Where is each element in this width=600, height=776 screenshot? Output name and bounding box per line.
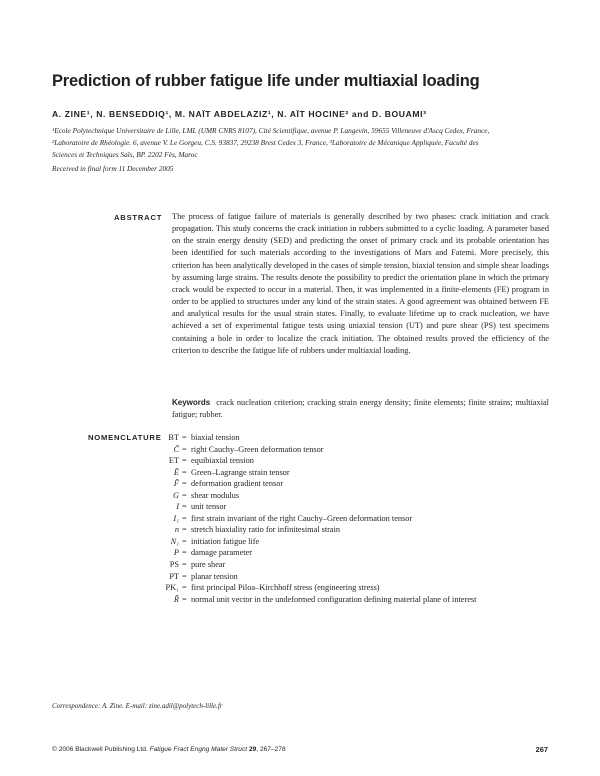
affiliations (52, 125, 552, 162)
nomenclature-equals: = (182, 594, 187, 604)
nomenclature-definition: shear modulus (191, 490, 240, 500)
nomenclature-equals: = (182, 456, 187, 466)
nomenclature-equals: = (182, 467, 187, 477)
nomenclature-equals: = (182, 444, 187, 454)
nomenclature-definition: stretch biaxiality ratio for infinitesimal strain (191, 525, 341, 535)
page-number: 267 (535, 745, 548, 754)
keywords-label: Keywords (172, 398, 211, 407)
nomenclature-definition: biaxial tension (191, 433, 240, 442)
nomenclature-definition: first principal Piloa–Kirchhoff stress (engineering stress) (191, 583, 380, 593)
nomenclature-entry (100, 536, 560, 548)
nomenclature-equals: = (182, 571, 187, 581)
footer-copyright: © 2006 Blackwell Publishing Ltd. (52, 746, 148, 753)
nomenclature-symbol: P (173, 548, 179, 558)
nomenclature-equals: = (182, 560, 187, 570)
nomenclature-symbol: PK₁ (165, 583, 179, 593)
nomenclature-symbol: Ẽ (173, 467, 179, 477)
nomenclature-symbol: PS (169, 560, 179, 570)
nomenclature-definition: right Cauchy–Green deformation tensor (191, 444, 324, 454)
nomenclature-symbol: BT (168, 433, 179, 442)
keywords-text: crack nucleation criterion; cracking strain energy density; finite elements; finite strains; multiaxial fatigue; rubber. (172, 398, 549, 420)
nomenclature-symbol: F̃ (173, 479, 179, 489)
nomenclature-symbol: C̃ (173, 444, 179, 454)
nomenclature-equals: = (182, 490, 187, 500)
nomenclature-entry (100, 467, 560, 479)
correspondence-note: Correspondence: A. Zine. E-mail: zine.adil@polytech-lille.fr (52, 702, 223, 710)
author-list: A. ZINE¹, N. BENSEDDIQ¹, M. NAÏT ABDELAZIZ¹, N. AÏT HOCINE² and D. BOUAMI³ (52, 109, 427, 119)
nomenclature-symbol: I₁ (173, 513, 179, 523)
nomenclature-list (100, 432, 560, 617)
nomenclature-equals: = (182, 548, 187, 558)
nomenclature-entry (100, 571, 560, 583)
nomenclature-equals: = (182, 479, 187, 489)
affiliation-line-1: ¹Ecole Polytechnique Universitaire de Lille, LML (UMR CNRS 8107), Cité Scientifique, avenue P. Langevin, 59655 Villeneuve d'Ascq Cedex, France, (52, 126, 490, 135)
nomenclature-definition: equibiaxial tension (191, 456, 254, 466)
nomenclature-entry (100, 455, 560, 467)
nomenclature-definition: normal unit vector in the undeformed configuration defining material plane of interest (191, 594, 477, 604)
nomenclature-equals: = (182, 536, 187, 546)
nomenclature-entry (100, 582, 560, 594)
nomenclature-entry (100, 594, 560, 617)
nomenclature-definition: planar tension (191, 571, 238, 581)
nomenclature-definition: damage parameter (191, 548, 253, 558)
nomenclature-entry (100, 432, 560, 444)
nomenclature-definition: pure shear (191, 560, 226, 570)
footer-volume: 29 (248, 746, 257, 753)
footer-pages: , 267–278 (256, 746, 286, 753)
nomenclature-symbol: ET (168, 456, 179, 466)
paper-title: Prediction of rubber fatigue life under multiaxial loading (52, 72, 480, 90)
nomenclature-equals: = (182, 433, 187, 442)
abstract-text: The process of fatigue failure of materials is generally described by two phases: crack initiation and crack propagation. This study concerns the crack initiation in rubbers submitted to a cyclic loading. A parameter based on the strain energy density (SED) and predicting the onset of primary crack and its probable orientation has been identified for such materials according to the investigations of Mars and Fatemi. More precisely, this criterion has been analytically developed in the cases of simple tension, biaxial tension and simple shear loadings by assuming large strains. The results denote the possibility to predict the orientation plane in which the primary crack would be expected to occur in a material. Then, it was implemented in a finite-elements (FE) program in order to be applied to structures under any kind of the strain states. A good agreement was obtained between FE and analytical results for the usual strain states. Finally, to evaluate lifetime up to crack nucleation, we have achieved a set of experimental fatigue tests using uniaxial tension (UT) and pure shear (PS) test specimens containing a hole in order to localize the crack initiation. The obtained results proved the efficiency of the criterion to describe the fatigue life of rubbers under multiaxial loading. (172, 212, 549, 355)
nomenclature-entry (100, 501, 560, 513)
nomenclature-equals: = (182, 513, 187, 523)
affiliation-line-3: Sciences et Techniques Saïs, BP. 2202 Fès, Maroc (52, 150, 198, 160)
nomenclature-equals: = (182, 502, 187, 512)
nomenclature-definition: deformation gradient tensor (191, 479, 284, 489)
nomenclature-entry (100, 478, 560, 490)
nomenclature-entry (100, 559, 560, 571)
nomenclature-symbol: N₁ (170, 536, 179, 546)
nomenclature-definition: initiation fatigue life (191, 536, 260, 546)
nomenclature-equals: = (182, 583, 187, 593)
nomenclature-entry (100, 444, 560, 456)
nomenclature-entry (100, 513, 560, 525)
nomenclature-equals: = (182, 525, 187, 535)
received-date: Received in final form 11 December 2005 (52, 164, 174, 173)
nomenclature-definition: unit tensor (191, 502, 227, 512)
nomenclature-entry (100, 524, 560, 536)
nomenclature-entry (100, 547, 560, 559)
abstract-label: ABSTRACT (114, 213, 163, 222)
nomenclature-definition: first strain invariant of the right Cauchy–Green deformation tensor (191, 513, 413, 523)
nomenclature-entry (100, 490, 560, 502)
affiliation-line-2: ²Laboratoire de Rhéologie. 6, avenue V. Le Gorgeu, C.S. 93837, 29238 Brest Cedex 3, France, ³Laboratoire de Mécanique Appliquée, Faculté des (52, 138, 479, 148)
nomenclature-symbol: n (174, 525, 179, 535)
footer-journal: Fatigue Fract Engng Mater Struct (149, 746, 248, 753)
nomenclature-symbol: R̃ (173, 594, 179, 604)
nomenclature-definition: Green–Lagrange strain tensor (191, 467, 290, 477)
nomenclature-symbol: PT (169, 571, 179, 581)
nomenclature-symbol: G (173, 490, 179, 500)
footer-citation (52, 746, 286, 753)
nomenclature-symbol: I (176, 502, 179, 512)
nomenclature-label: NOMENCLATURE (88, 433, 162, 442)
keywords-block (172, 397, 549, 422)
